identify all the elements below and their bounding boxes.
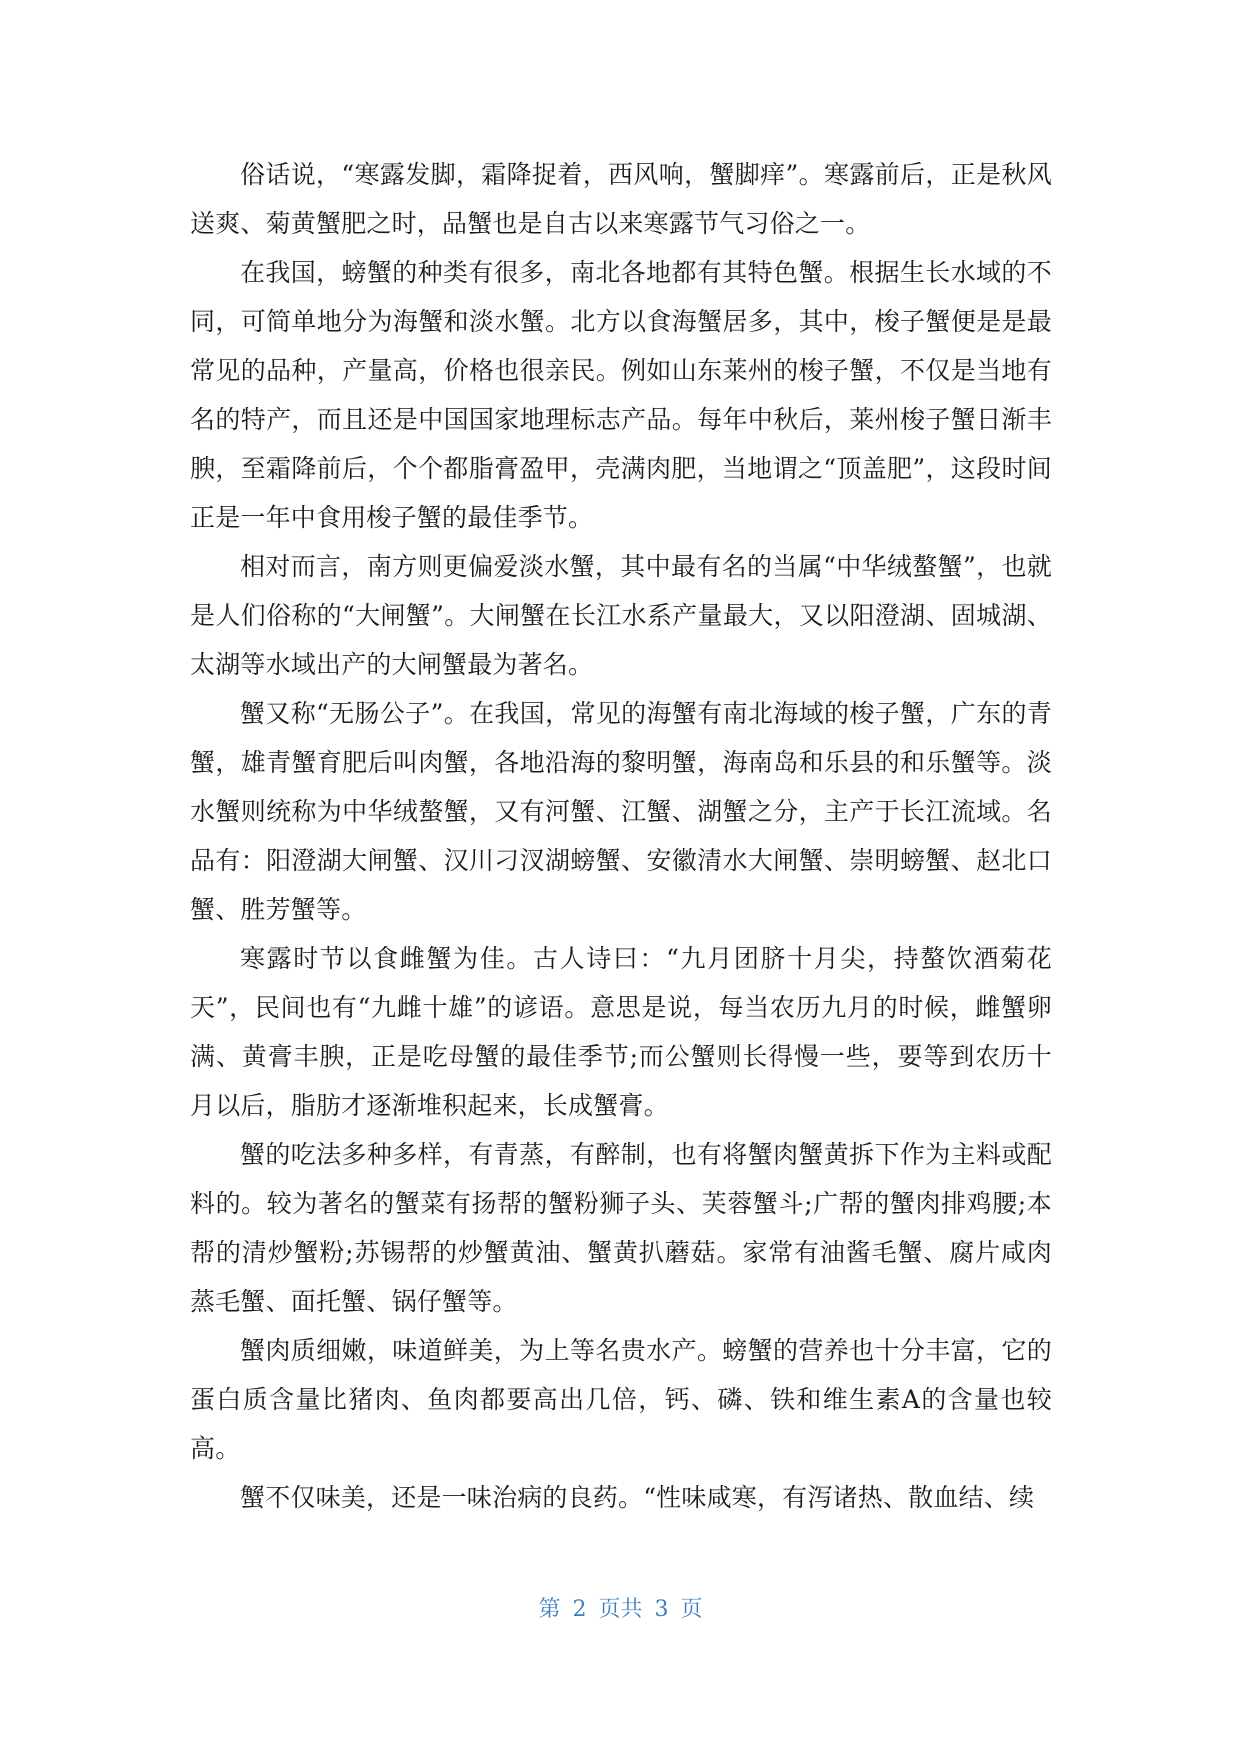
paragraph: 蟹肉质细嫩，味道鲜美，为上等名贵水产。螃蟹的营养也十分丰富，它的蛋白质含量比猪肉、鱼肉都要高出几倍，钙、磷、铁和维生素A的含量也较高。 — [190, 1336, 1052, 1463]
page-suffix: 页 — [680, 1597, 703, 1622]
current-page-number: 2 — [572, 1597, 587, 1622]
paragraph: 蟹的吃法多种多样，有青蒸，有醉制，也有将蟹肉蟹黄拆下作为主料或配料的。较为著名的蟹菜有扬帮的蟹粉狮子头、芙蓉蟹斗;广帮的蟹肉排鸡腰;本帮的清炒蟹粉;苏锡帮的炒蟹黄油、蟹黄扒蘑菇。家常有油酱毛蟹、腐片咸肉蒸毛蟹、面托蟹、锅仔蟹等。 — [190, 1140, 1052, 1316]
page-prefix: 第 — [538, 1597, 561, 1622]
page-footer — [0, 1592, 1241, 1623]
total-pages-number: 3 — [654, 1597, 669, 1622]
paragraph: 相对而言，南方则更偏爱淡水蟹，其中最有名的当属“中华绒螯蟹”，也就是人们俗称的“大闸蟹”。大闸蟹在长江水系产量最大，又以阳澄湖、固城湖、太湖等水域出产的大闸蟹最为著名。 — [190, 552, 1052, 679]
paragraph: 蟹又称“无肠公子”。在我国，常见的海蟹有南北海域的梭子蟹，广东的青蟹，雄青蟹育肥后叫肉蟹，各地沿海的黎明蟹，海南岛和乐县的和乐蟹等。淡水蟹则统称为中华绒螯蟹，又有河蟹、江蟹、湖蟹之分，主产于长江流域。名品有：阳澄湖大闸蟹、汉川刁汊湖螃蟹、安徽清水大闸蟹、崇明螃蟹、赵北口蟹、胜芳蟹等。 — [190, 699, 1052, 924]
paragraph: 蟹不仅味美，还是一味治病的良药。“性味咸寒，有泻诸热、散血结、续 — [240, 1483, 1035, 1512]
paragraph: 寒露时节以食雌蟹为佳。古人诗曰：“九月团脐十月尖，持螯饮酒菊花天”，民间也有“九雌十雄”的谚语。意思是说，每当农历九月的时候，雌蟹卵满、黄膏丰腴，正是吃母蟹的最佳季节;而公蟹则长得慢一些，要等到农历十月以后，脂肪才逐渐堆积起来，长成蟹膏。 — [190, 944, 1052, 1120]
paragraph: 在我国，螃蟹的种类有很多，南北各地都有其特色蟹。根据生长水域的不同，可简单地分为海蟹和淡水蟹。北方以食海蟹居多，其中，梭子蟹便是是最常见的品种，产量高，价格也很亲民。例如山东莱州的梭子蟹，不仅是当地有名的特产，而且还是中国国家地理标志产品。每年中秋后，莱州梭子蟹日渐丰腴，至霜降前后，个个都脂膏盈甲，壳满肉肥，当地谓之“顶盖肥”，这段时间正是一年中食用梭子蟹的最佳季节。 — [190, 258, 1052, 532]
page-mid: 页共 — [598, 1597, 643, 1622]
document-body — [190, 150, 1052, 1522]
paragraph: 俗话说，“寒露发脚，霜降捉着，西风响，蟹脚痒”。寒露前后，正是秋风送爽、菊黄蟹肥之时，品蟹也是自古以来寒露节气习俗之一。 — [190, 160, 1052, 238]
